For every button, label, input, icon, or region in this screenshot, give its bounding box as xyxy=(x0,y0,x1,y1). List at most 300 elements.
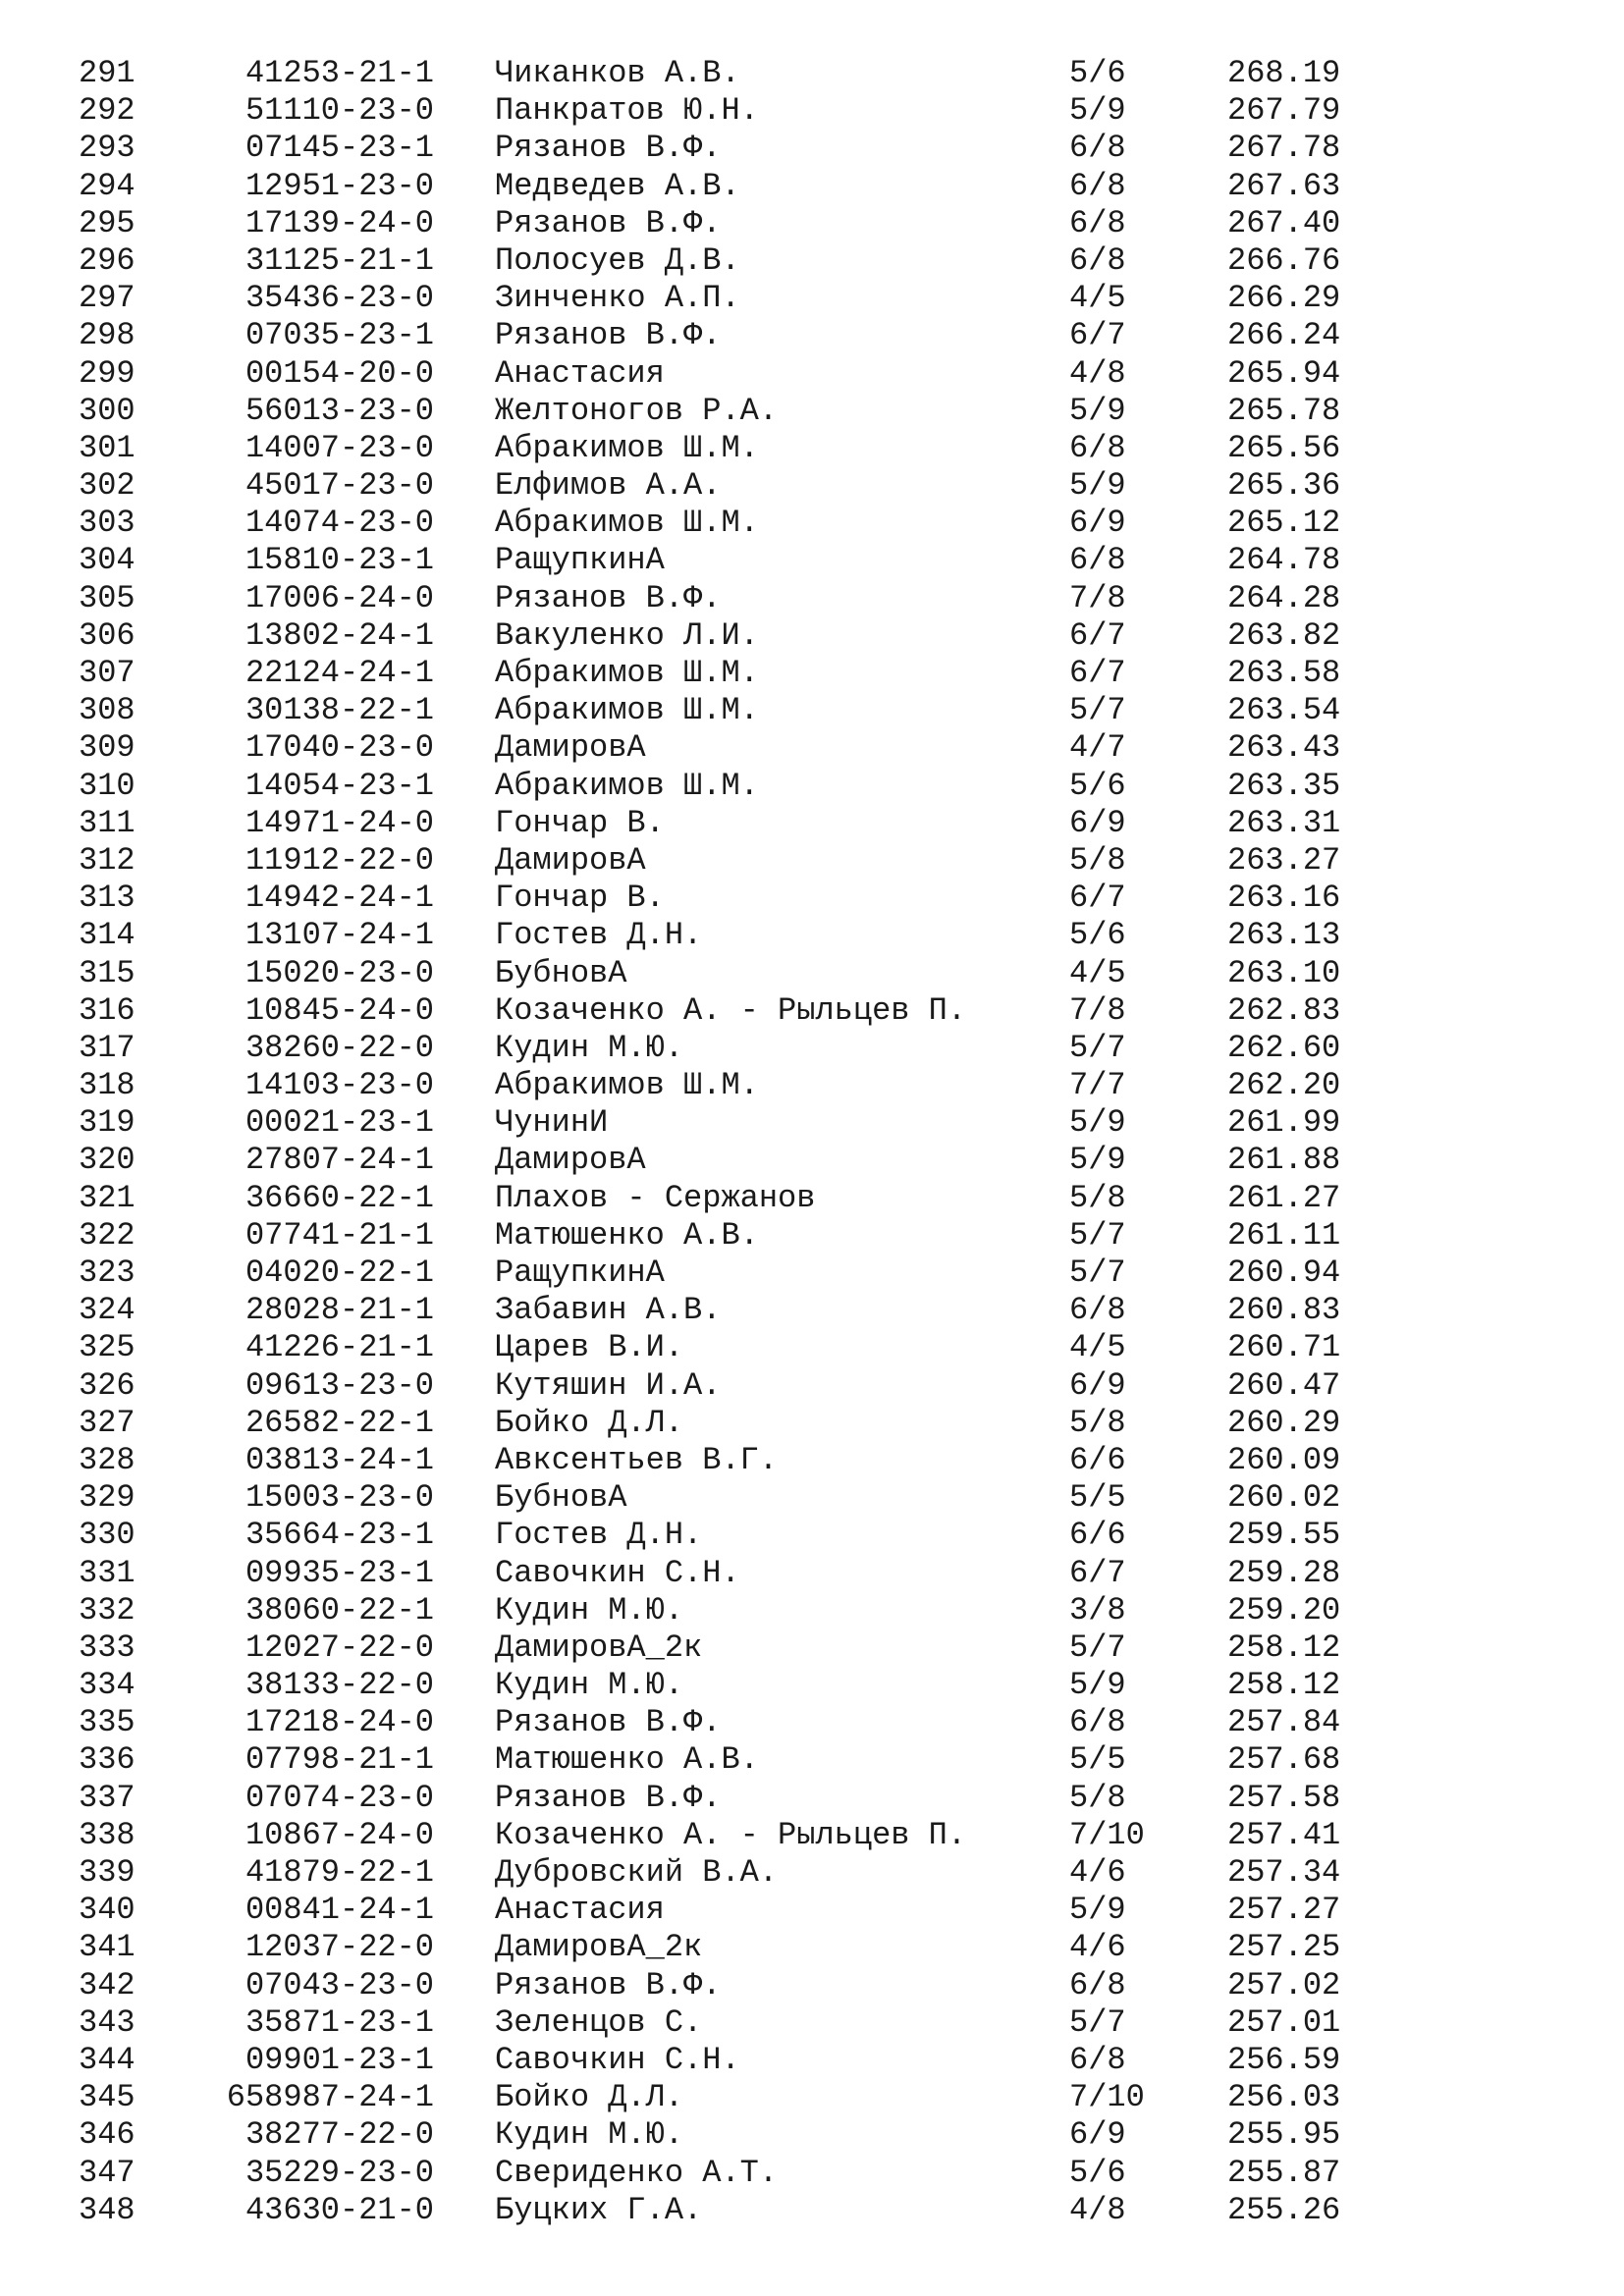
table-row xyxy=(0,280,1624,317)
score-cell: 6/7 xyxy=(1069,616,1126,654)
value-cell: 255.87 xyxy=(1227,2154,1341,2191)
rank-cell: 340 xyxy=(79,1892,135,1929)
code-cell: 41879-22-1 xyxy=(244,1854,434,1891)
code-cell: 12027-22-0 xyxy=(244,1629,434,1666)
code-cell: 43630-21-0 xyxy=(244,2191,434,2228)
rank-cell: 332 xyxy=(79,1591,135,1629)
code-cell: 22124-24-1 xyxy=(244,655,434,691)
score-cell: 4/7 xyxy=(1069,729,1126,767)
name-cell: Медведев А.В. xyxy=(495,167,740,204)
name-cell: БубновА xyxy=(495,954,627,991)
score-cell: 6/9 xyxy=(1069,804,1126,841)
name-cell: ДамировА_2к xyxy=(495,1929,703,1966)
score-cell: 5/7 xyxy=(1069,1255,1126,1291)
rank-cell: 348 xyxy=(79,2191,135,2228)
code-cell: 09901-23-1 xyxy=(244,2041,434,2078)
rank-cell: 305 xyxy=(79,579,135,616)
code-cell: 38260-22-0 xyxy=(244,1029,434,1066)
score-cell: 5/7 xyxy=(1069,1629,1126,1666)
value-cell: 256.03 xyxy=(1227,2079,1341,2116)
table-row xyxy=(0,1555,1624,1592)
score-cell: 5/8 xyxy=(1069,1779,1126,1816)
code-cell: 12037-22-0 xyxy=(244,1929,434,1966)
rank-cell: 347 xyxy=(79,2154,135,2191)
value-cell: 268.19 xyxy=(1227,55,1341,91)
code-cell: 15810-23-1 xyxy=(244,542,434,579)
rank-cell: 312 xyxy=(79,841,135,879)
code-cell: 04020-22-1 xyxy=(244,1255,434,1291)
value-cell: 259.20 xyxy=(1227,1591,1341,1629)
name-cell: РащупкинА xyxy=(495,542,665,579)
rank-cell: 315 xyxy=(79,954,135,991)
table-row xyxy=(0,1104,1624,1142)
table-row xyxy=(0,2116,1624,2154)
value-cell: 263.31 xyxy=(1227,804,1341,841)
rank-cell: 296 xyxy=(79,241,135,279)
table-row xyxy=(0,655,1624,692)
value-cell: 261.27 xyxy=(1227,1179,1341,1216)
score-cell: 5/9 xyxy=(1069,1142,1126,1179)
score-cell: 4/5 xyxy=(1069,280,1126,317)
code-cell: 56013-23-0 xyxy=(244,392,434,429)
table-row xyxy=(0,2042,1624,2079)
score-cell: 7/10 xyxy=(1069,1816,1145,1853)
name-cell: Козаченко А. - Рыльцев П. xyxy=(495,1816,967,1853)
table-row xyxy=(0,1442,1624,1479)
value-cell: 264.28 xyxy=(1227,579,1341,616)
name-cell: ДамировА_2к xyxy=(495,1629,703,1666)
code-cell: 11912-22-0 xyxy=(244,841,434,879)
rank-cell: 314 xyxy=(79,917,135,954)
rank-cell: 299 xyxy=(79,354,135,392)
rank-cell: 322 xyxy=(79,1216,135,1254)
value-cell: 255.95 xyxy=(1227,2116,1341,2154)
rank-cell: 309 xyxy=(79,729,135,767)
rank-cell: 339 xyxy=(79,1854,135,1891)
value-cell: 266.76 xyxy=(1227,241,1341,279)
value-cell: 255.26 xyxy=(1227,2191,1341,2228)
name-cell: Савочкин С.Н. xyxy=(495,1554,740,1591)
value-cell: 263.54 xyxy=(1227,692,1341,729)
score-cell: 6/6 xyxy=(1069,1517,1126,1554)
value-cell: 263.27 xyxy=(1227,841,1341,879)
table-row xyxy=(0,1517,1624,1554)
code-cell: 28028-21-1 xyxy=(244,1292,434,1329)
rank-cell: 325 xyxy=(79,1329,135,1366)
value-cell: 262.60 xyxy=(1227,1029,1341,1066)
rank-cell: 337 xyxy=(79,1779,135,1816)
name-cell: Рязанов В.Ф. xyxy=(495,130,722,167)
score-cell: 6/8 xyxy=(1069,429,1126,466)
name-cell: Рязанов В.Ф. xyxy=(495,579,722,616)
code-cell: 27807-24-1 xyxy=(244,1142,434,1179)
table-row xyxy=(0,729,1624,767)
name-cell: Рязанов В.Ф. xyxy=(495,317,722,354)
score-cell: 5/7 xyxy=(1069,1029,1126,1066)
table-row xyxy=(0,692,1624,729)
table-row xyxy=(0,1292,1624,1329)
score-cell: 5/9 xyxy=(1069,1892,1126,1929)
name-cell: БубновА xyxy=(495,1479,627,1517)
rank-cell: 317 xyxy=(79,1029,135,1066)
rank-cell: 318 xyxy=(79,1067,135,1104)
rank-cell: 294 xyxy=(79,167,135,204)
value-cell: 257.58 xyxy=(1227,1779,1341,1816)
name-cell: Вакуленко Л.И. xyxy=(495,616,759,654)
value-cell: 267.63 xyxy=(1227,167,1341,204)
rank-cell: 295 xyxy=(79,204,135,241)
value-cell: 263.82 xyxy=(1227,616,1341,654)
value-cell: 257.68 xyxy=(1227,1741,1341,1779)
value-cell: 262.83 xyxy=(1227,991,1341,1029)
rank-cell: 304 xyxy=(79,542,135,579)
table-row xyxy=(0,242,1624,280)
table-row xyxy=(0,1217,1624,1255)
table-row xyxy=(0,430,1624,467)
rank-cell: 297 xyxy=(79,280,135,317)
name-cell: ДамировА xyxy=(495,841,646,879)
code-cell: 36660-22-1 xyxy=(244,1179,434,1216)
table-row xyxy=(0,1479,1624,1517)
value-cell: 265.94 xyxy=(1227,354,1341,392)
code-cell: 14074-23-0 xyxy=(244,505,434,542)
name-cell: Бойко Д.Л. xyxy=(495,2079,684,2116)
score-cell: 5/6 xyxy=(1069,55,1126,91)
value-cell: 260.83 xyxy=(1227,1292,1341,1329)
score-cell: 4/5 xyxy=(1069,1329,1126,1366)
table-row xyxy=(0,2155,1624,2192)
table-row xyxy=(0,580,1624,617)
rank-cell: 345 xyxy=(79,2079,135,2116)
table-row xyxy=(0,55,1624,92)
name-cell: Кудин М.Ю. xyxy=(495,1029,684,1066)
score-cell: 5/9 xyxy=(1069,1104,1126,1142)
name-cell: ДамировА xyxy=(495,729,646,767)
score-cell: 5/7 xyxy=(1069,2003,1126,2041)
score-cell: 6/8 xyxy=(1069,241,1126,279)
rank-cell: 291 xyxy=(79,55,135,91)
table-row xyxy=(0,1704,1624,1741)
name-cell: Кутяшин И.А. xyxy=(495,1366,722,1404)
score-cell: 6/8 xyxy=(1069,1704,1126,1741)
name-cell: Буцких Г.А. xyxy=(495,2191,703,2228)
code-cell: 09935-23-1 xyxy=(244,1554,434,1591)
name-cell: Абракимов Ш.М. xyxy=(495,655,759,691)
table-row xyxy=(0,205,1624,242)
rank-cell: 293 xyxy=(79,130,135,167)
table-row xyxy=(0,1142,1624,1179)
code-cell: 14103-23-0 xyxy=(244,1067,434,1104)
score-cell: 5/9 xyxy=(1069,92,1126,130)
value-cell: 266.24 xyxy=(1227,317,1341,354)
name-cell: Абракимов Ш.М. xyxy=(495,692,759,729)
table-row xyxy=(0,130,1624,167)
name-cell: ДамировА xyxy=(495,1142,646,1179)
score-cell: 4/8 xyxy=(1069,2191,1126,2228)
table-row xyxy=(0,1255,1624,1292)
rank-cell: 343 xyxy=(79,2003,135,2041)
score-cell: 6/8 xyxy=(1069,542,1126,579)
code-cell: 17040-23-0 xyxy=(244,729,434,767)
code-cell: 10845-24-0 xyxy=(244,991,434,1029)
value-cell: 257.27 xyxy=(1227,1892,1341,1929)
table-row xyxy=(0,1667,1624,1704)
table-row xyxy=(0,393,1624,430)
name-cell: Панкратов Ю.Н. xyxy=(495,92,759,130)
name-cell: Козаченко А. - Рыльцев П. xyxy=(495,991,967,1029)
score-cell: 6/7 xyxy=(1069,655,1126,691)
table-row xyxy=(0,1629,1624,1667)
score-cell: 5/5 xyxy=(1069,1741,1126,1779)
value-cell: 261.11 xyxy=(1227,1216,1341,1254)
code-cell: 07074-23-0 xyxy=(244,1779,434,1816)
rank-cell: 328 xyxy=(79,1441,135,1478)
code-cell: 35664-23-1 xyxy=(244,1517,434,1554)
table-row xyxy=(0,467,1624,505)
rank-cell: 300 xyxy=(79,392,135,429)
value-cell: 258.12 xyxy=(1227,1667,1341,1704)
code-cell: 07798-21-1 xyxy=(244,1741,434,1779)
score-cell: 3/8 xyxy=(1069,1591,1126,1629)
code-cell: 13802-24-1 xyxy=(244,616,434,654)
code-cell: 00154-20-0 xyxy=(244,354,434,392)
value-cell: 259.28 xyxy=(1227,1554,1341,1591)
rank-cell: 333 xyxy=(79,1629,135,1666)
score-cell: 6/7 xyxy=(1069,880,1126,917)
value-cell: 263.43 xyxy=(1227,729,1341,767)
name-cell: Забавин А.В. xyxy=(495,1292,722,1329)
value-cell: 263.35 xyxy=(1227,767,1341,804)
name-cell: Бойко Д.Л. xyxy=(495,1404,684,1441)
name-cell: Рязанов В.Ф. xyxy=(495,1966,722,2003)
score-cell: 6/9 xyxy=(1069,505,1126,542)
value-cell: 265.56 xyxy=(1227,429,1341,466)
score-cell: 7/10 xyxy=(1069,2079,1145,2116)
score-cell: 5/7 xyxy=(1069,692,1126,729)
name-cell: Матюшенко А.В. xyxy=(495,1741,759,1779)
rank-cell: 338 xyxy=(79,1816,135,1853)
score-cell: 6/9 xyxy=(1069,2116,1126,2154)
value-cell: 257.01 xyxy=(1227,2003,1341,2041)
code-cell: 07741-21-1 xyxy=(244,1216,434,1254)
name-cell: Рязанов В.Ф. xyxy=(495,1704,722,1741)
score-cell: 5/9 xyxy=(1069,467,1126,505)
table-row xyxy=(0,542,1624,579)
score-cell: 6/6 xyxy=(1069,1441,1126,1478)
score-cell: 6/8 xyxy=(1069,2041,1126,2078)
name-cell: Анастасия xyxy=(495,1892,665,1929)
table-row xyxy=(0,1329,1624,1366)
value-cell: 257.02 xyxy=(1227,1966,1341,2003)
rank-cell: 323 xyxy=(79,1255,135,1291)
score-cell: 5/6 xyxy=(1069,917,1126,954)
value-cell: 257.41 xyxy=(1227,1816,1341,1853)
results-table xyxy=(0,55,1624,2229)
name-cell: Гончар В. xyxy=(495,880,665,917)
value-cell: 260.29 xyxy=(1227,1404,1341,1441)
name-cell: Кудин М.Ю. xyxy=(495,1667,684,1704)
code-cell: 35436-23-0 xyxy=(244,280,434,317)
rank-cell: 321 xyxy=(79,1179,135,1216)
code-cell: 38133-22-0 xyxy=(244,1667,434,1704)
code-cell: 41226-21-1 xyxy=(244,1329,434,1366)
rank-cell: 335 xyxy=(79,1704,135,1741)
code-cell: 17006-24-0 xyxy=(244,579,434,616)
table-row xyxy=(0,355,1624,393)
table-row xyxy=(0,2079,1624,2116)
value-cell: 260.02 xyxy=(1227,1479,1341,1517)
rank-cell: 298 xyxy=(79,317,135,354)
name-cell: Абракимов Ш.М. xyxy=(495,505,759,542)
table-row xyxy=(0,168,1624,205)
rank-cell: 329 xyxy=(79,1479,135,1517)
table-row xyxy=(0,1817,1624,1854)
table-row xyxy=(0,1892,1624,1929)
table-row xyxy=(0,1741,1624,1779)
name-cell: Гончар В. xyxy=(495,804,665,841)
code-cell: 51110-23-0 xyxy=(244,92,434,130)
rank-cell: 316 xyxy=(79,991,135,1029)
code-cell: 12951-23-0 xyxy=(244,167,434,204)
score-cell: 5/8 xyxy=(1069,841,1126,879)
rank-cell: 301 xyxy=(79,429,135,466)
name-cell: Зеленцов С. xyxy=(495,2003,703,2041)
code-cell: 09613-23-0 xyxy=(244,1366,434,1404)
value-cell: 267.78 xyxy=(1227,130,1341,167)
score-cell: 5/8 xyxy=(1069,1179,1126,1216)
score-cell: 6/8 xyxy=(1069,167,1126,204)
value-cell: 266.29 xyxy=(1227,280,1341,317)
value-cell: 265.78 xyxy=(1227,392,1341,429)
score-cell: 4/8 xyxy=(1069,354,1126,392)
rank-cell: 344 xyxy=(79,2041,135,2078)
table-row xyxy=(0,1780,1624,1817)
name-cell: Анастасия xyxy=(495,354,665,392)
table-row xyxy=(0,2004,1624,2042)
table-row xyxy=(0,1405,1624,1442)
name-cell: Дубровский В.А. xyxy=(495,1854,779,1891)
code-cell: 14971-24-0 xyxy=(244,804,434,841)
code-cell: 658987-24-1 xyxy=(226,2079,434,2116)
score-cell: 6/7 xyxy=(1069,1554,1126,1591)
rank-cell: 313 xyxy=(79,880,135,917)
value-cell: 260.09 xyxy=(1227,1441,1341,1478)
score-cell: 7/7 xyxy=(1069,1067,1126,1104)
name-cell: Матюшенко А.В. xyxy=(495,1216,759,1254)
score-cell: 5/6 xyxy=(1069,2154,1126,2191)
value-cell: 265.36 xyxy=(1227,467,1341,505)
name-cell: Авксентьев В.Г. xyxy=(495,1441,779,1478)
name-cell: Чиканков А.В. xyxy=(495,55,740,91)
table-row xyxy=(0,805,1624,842)
code-cell: 41253-21-1 xyxy=(244,55,434,91)
code-cell: 17218-24-0 xyxy=(244,1704,434,1741)
name-cell: Кудин М.Ю. xyxy=(495,1591,684,1629)
score-cell: 6/7 xyxy=(1069,317,1126,354)
code-cell: 14942-24-1 xyxy=(244,880,434,917)
code-cell: 00841-24-1 xyxy=(244,1892,434,1929)
value-cell: 261.99 xyxy=(1227,1104,1341,1142)
score-cell: 6/8 xyxy=(1069,1292,1126,1329)
value-cell: 257.25 xyxy=(1227,1929,1341,1966)
table-row xyxy=(0,768,1624,805)
code-cell: 13107-24-1 xyxy=(244,917,434,954)
value-cell: 267.79 xyxy=(1227,92,1341,130)
code-cell: 00021-23-1 xyxy=(244,1104,434,1142)
value-cell: 257.34 xyxy=(1227,1854,1341,1891)
table-row xyxy=(0,992,1624,1030)
value-cell: 262.20 xyxy=(1227,1067,1341,1104)
code-cell: 03813-24-1 xyxy=(244,1441,434,1478)
rank-cell: 324 xyxy=(79,1292,135,1329)
rank-cell: 341 xyxy=(79,1929,135,1966)
table-row xyxy=(0,1367,1624,1405)
table-row xyxy=(0,92,1624,130)
table-row xyxy=(0,955,1624,992)
score-cell: 7/8 xyxy=(1069,579,1126,616)
value-cell: 259.55 xyxy=(1227,1517,1341,1554)
name-cell: Зинченко А.П. xyxy=(495,280,740,317)
value-cell: 260.47 xyxy=(1227,1366,1341,1404)
name-cell: Плахов - Сержанов xyxy=(495,1179,816,1216)
code-cell: 17139-24-0 xyxy=(244,204,434,241)
value-cell: 263.10 xyxy=(1227,954,1341,991)
rank-cell: 336 xyxy=(79,1741,135,1779)
value-cell: 256.59 xyxy=(1227,2041,1341,2078)
rank-cell: 302 xyxy=(79,467,135,505)
value-cell: 264.78 xyxy=(1227,542,1341,579)
rank-cell: 330 xyxy=(79,1517,135,1554)
rank-cell: 310 xyxy=(79,767,135,804)
code-cell: 30138-22-1 xyxy=(244,692,434,729)
table-row xyxy=(0,842,1624,880)
name-cell: Гостев Д.Н. xyxy=(495,1517,703,1554)
name-cell: Кудин М.Ю. xyxy=(495,2116,684,2154)
table-row xyxy=(0,880,1624,917)
table-row xyxy=(0,917,1624,954)
score-cell: 6/8 xyxy=(1069,1966,1126,2003)
name-cell: ЧунинИ xyxy=(495,1104,609,1142)
rank-cell: 334 xyxy=(79,1667,135,1704)
rank-cell: 346 xyxy=(79,2116,135,2154)
score-cell: 5/8 xyxy=(1069,1404,1126,1441)
rank-cell: 320 xyxy=(79,1142,135,1179)
code-cell: 35229-23-0 xyxy=(244,2154,434,2191)
table-row xyxy=(0,1929,1624,1966)
rank-cell: 306 xyxy=(79,616,135,654)
table-row xyxy=(0,317,1624,354)
rank-cell: 327 xyxy=(79,1404,135,1441)
name-cell: Абракимов Ш.М. xyxy=(495,1067,759,1104)
rank-cell: 331 xyxy=(79,1554,135,1591)
rank-cell: 308 xyxy=(79,692,135,729)
table-row xyxy=(0,1067,1624,1104)
value-cell: 263.58 xyxy=(1227,655,1341,691)
table-row xyxy=(0,1967,1624,2004)
value-cell: 260.94 xyxy=(1227,1255,1341,1291)
code-cell: 38060-22-1 xyxy=(244,1591,434,1629)
value-cell: 263.13 xyxy=(1227,917,1341,954)
name-cell: Елфимов А.А. xyxy=(495,467,722,505)
rank-cell: 303 xyxy=(79,505,135,542)
table-row xyxy=(0,1592,1624,1629)
value-cell: 267.40 xyxy=(1227,204,1341,241)
name-cell: Абракимов Ш.М. xyxy=(495,767,759,804)
rank-cell: 311 xyxy=(79,804,135,841)
table-row xyxy=(0,1854,1624,1892)
name-cell: Рязанов В.Ф. xyxy=(495,204,722,241)
rank-cell: 307 xyxy=(79,655,135,691)
